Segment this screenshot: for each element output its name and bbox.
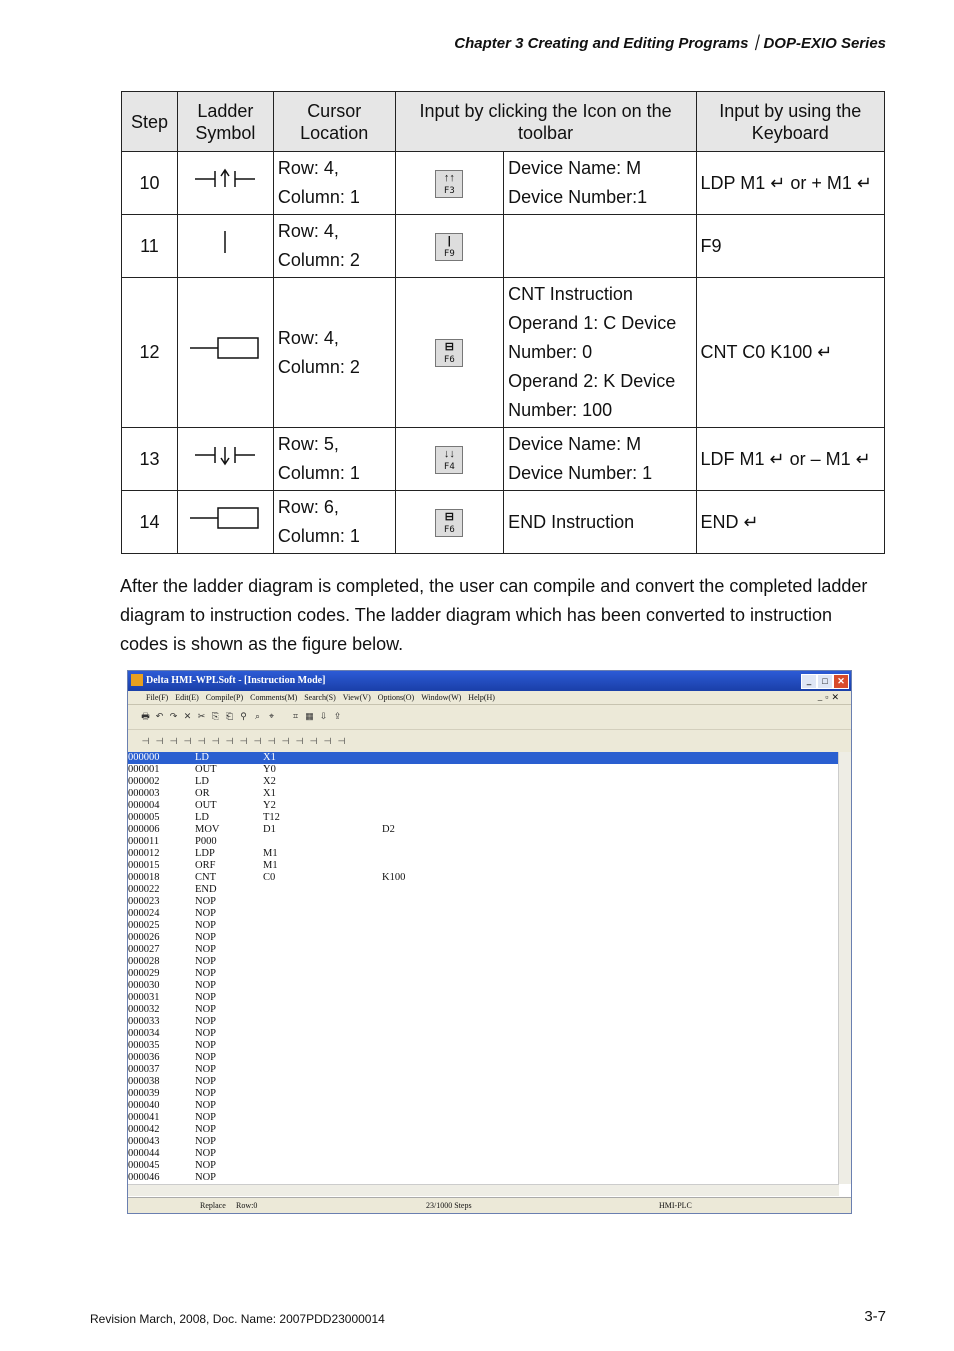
step-address: 000038 — [128, 1076, 160, 1087]
ladder-toolbar-icon[interactable]: ⊣ — [141, 736, 150, 746]
instruction: NOP — [195, 1172, 217, 1183]
instruction: NOP — [195, 1052, 217, 1063]
ladder-toolbar-icon[interactable]: ⊣ — [239, 736, 248, 746]
cursor-location-cell — [273, 215, 395, 278]
device-cell — [504, 491, 696, 554]
device-cell — [504, 428, 696, 491]
instruction: OUT — [195, 800, 217, 811]
ladder-symbol-falling-contact — [177, 428, 273, 491]
step-address: 000034 — [128, 1028, 160, 1039]
ladder-toolbar-icon[interactable]: ⊣ — [309, 736, 318, 746]
page-number: 3-7 — [864, 1308, 886, 1325]
step-address: 000036 — [128, 1052, 160, 1063]
instruction: OR — [195, 788, 210, 799]
menu-item[interactable]: Comments(M) — [250, 693, 298, 702]
toolbar-key-icon[interactable] — [435, 509, 463, 537]
device-line: Number: 100 — [508, 400, 613, 420]
instruction-row[interactable] — [128, 1052, 838, 1064]
cursor-location-cell — [273, 428, 395, 491]
instruction: NOP — [195, 896, 217, 907]
status-row: Row:0 — [236, 1201, 258, 1210]
instruction: NOP — [195, 980, 217, 991]
operand-1: D1 — [263, 824, 276, 835]
menu-item[interactable]: File(F) — [146, 693, 169, 702]
toolbar-icon[interactable]: ⚲ — [240, 711, 247, 721]
step-address: 000043 — [128, 1136, 160, 1147]
footer-revision: Revision March, 2008, Doc. Name: 2007PDD23000014 — [90, 1312, 385, 1326]
step-address: 000033 — [128, 1016, 160, 1027]
instruction-row[interactable] — [128, 980, 838, 992]
title-bar — [128, 671, 851, 691]
instruction-row[interactable] — [128, 968, 838, 980]
step-address: 000039 — [128, 1088, 160, 1099]
toolbar-icon[interactable]: ✕ — [183, 711, 192, 721]
toolbar-icon[interactable]: ⇪ — [333, 711, 342, 721]
instruction-row[interactable] — [128, 800, 838, 812]
menu-bar — [128, 691, 851, 705]
instruction: MOV — [195, 824, 220, 835]
menu-item[interactable]: View(V) — [342, 693, 371, 702]
step-address: 000030 — [128, 980, 160, 991]
instruction: LD — [195, 752, 209, 763]
step-address: 000006 — [128, 824, 160, 835]
instruction-row[interactable] — [128, 860, 838, 872]
cursor-location-line: Column: 1 — [277, 463, 360, 483]
cursor-location-line: Column: 1 — [277, 187, 360, 207]
instruction: LDP — [195, 848, 215, 859]
step-address: 000032 — [128, 1004, 160, 1015]
ladder-symbol-vertical-line — [177, 215, 273, 278]
cursor-location-cell — [273, 278, 395, 428]
instruction: NOP — [195, 1112, 217, 1123]
step-cell: 12 — [122, 278, 178, 428]
instruction: P000 — [195, 836, 217, 847]
ladder-toolbar-icon[interactable]: ⊣ — [225, 736, 234, 746]
instruction-row[interactable] — [128, 1112, 838, 1124]
instruction: NOP — [195, 944, 217, 955]
cursor-location-line: Column: 1 — [277, 526, 360, 546]
step-address: 000018 — [128, 872, 160, 883]
menu-item[interactable]: Options(O) — [377, 693, 415, 702]
instruction: ORF — [195, 860, 216, 871]
table-row — [122, 152, 885, 215]
step-address: 000029 — [128, 968, 160, 979]
instruction-row[interactable] — [128, 908, 838, 920]
device-line: Number: 0 — [508, 342, 593, 362]
ladder-toolbar-icon[interactable]: ⊣ — [183, 736, 192, 746]
instruction-row[interactable] — [128, 848, 838, 860]
step-address: 000040 — [128, 1100, 160, 1111]
ladder-toolbar-icon[interactable]: ⊣ — [155, 736, 164, 746]
device-cell — [504, 215, 696, 278]
keyboard-cell: LDF M1 ↵ or – M1 ↵ — [696, 428, 884, 491]
toolbar-icon[interactable]: ▦ — [305, 711, 314, 721]
icon-key-label: F4 — [443, 461, 455, 472]
instruction-row[interactable] — [128, 872, 838, 884]
toolbar-icon-cell — [395, 491, 504, 554]
icon-glyph: | — [447, 234, 451, 247]
col-keyboard-input: Input by using the Keyboard — [696, 92, 884, 152]
menu-item[interactable]: Edit(E) — [175, 693, 199, 702]
step-address: 000044 — [128, 1148, 160, 1159]
instruction-row[interactable] — [128, 776, 838, 788]
instruction-row[interactable] — [128, 956, 838, 968]
status-mode: Replace — [200, 1201, 226, 1210]
step-address: 000025 — [128, 920, 160, 931]
app-icon — [131, 674, 143, 686]
toolbar-key-icon[interactable] — [435, 233, 463, 261]
menu-item[interactable]: Compile(P) — [205, 693, 244, 702]
instruction: NOP — [195, 1100, 217, 1111]
table-row — [122, 491, 885, 554]
operand-1: M1 — [263, 848, 278, 859]
instruction-row[interactable] — [128, 1124, 838, 1136]
ladder-symbol-instruction-box — [177, 278, 273, 428]
instruction: NOP — [195, 1076, 217, 1087]
instruction: LD — [195, 812, 209, 823]
operand-1: T12 — [263, 812, 280, 823]
step-address: 000000 — [128, 752, 160, 763]
step-address: 000023 — [128, 896, 160, 907]
col-step: Step — [122, 92, 178, 152]
instruction-row[interactable] — [128, 884, 838, 896]
col-toolbar-input: Input by clicking the Icon on the toolbar — [395, 92, 696, 152]
keyboard-cell: LDP M1 ↵ or + M1 ↵ — [696, 152, 884, 215]
ladder-symbol-instruction-box — [177, 491, 273, 554]
description-paragraph: After the ladder diagram is completed, the user can compile and convert the completed ladder diagram to instruction codes. The ladder diagram which has been converted to instruction codes is shown as the figure below. — [120, 576, 868, 654]
step-address: 000003 — [128, 788, 160, 799]
operand-1: X1 — [263, 788, 276, 799]
toolbar-icon-cell — [395, 215, 504, 278]
operand-1: M1 — [263, 860, 278, 871]
ladder-toolbar-icon[interactable]: ⊣ — [337, 736, 346, 746]
device-line: CNT Instruction — [508, 284, 633, 304]
step-address: 000026 — [128, 932, 160, 943]
step-address: 000028 — [128, 956, 160, 967]
operand-1: C0 — [263, 872, 276, 883]
toolbar-icon[interactable]: ↶ — [155, 711, 164, 721]
instruction: NOP — [195, 1064, 217, 1075]
status-steps: 23/1000 Steps — [426, 1201, 472, 1210]
ladder-toolbar-icon[interactable]: ⊣ — [211, 736, 220, 746]
step-address: 000024 — [128, 908, 160, 919]
step-cell: 13 — [122, 428, 178, 491]
toolbar-key-icon[interactable] — [435, 446, 463, 474]
cursor-location-line: Column: 2 — [277, 250, 360, 270]
page-header: Chapter 3 Creating and Editing Programs｜DOP-EXIO Series — [454, 35, 886, 52]
table-row — [122, 215, 885, 278]
step-cell: 14 — [122, 491, 178, 554]
instruction-row[interactable] — [128, 1136, 838, 1148]
icon-glyph: ⊟ — [444, 341, 454, 354]
step-table — [121, 91, 885, 554]
instruction: NOP — [195, 908, 217, 919]
instruction-list[interactable] — [128, 752, 838, 1182]
cursor-location-line: Row: 6, — [277, 497, 339, 517]
instruction-row[interactable] — [128, 752, 838, 764]
step-address: 000046 — [128, 1172, 160, 1183]
table-row — [122, 278, 885, 428]
ladder-toolbar-icon[interactable]: ⊣ — [169, 736, 178, 746]
instruction: NOP — [195, 1016, 217, 1027]
step-address: 000022 — [128, 884, 160, 895]
toolbar-icon[interactable]: ⌗ — [292, 711, 299, 721]
toolbar-icon[interactable]: ⇩ — [319, 711, 328, 721]
toolbar-icon[interactable]: ⎗ — [225, 711, 234, 721]
instruction: NOP — [195, 1136, 217, 1147]
step-address: 000041 — [128, 1112, 160, 1123]
step-address: 000031 — [128, 992, 160, 1003]
step-address: 000002 — [128, 776, 160, 787]
icon-key-label: F6 — [443, 355, 455, 366]
instruction: NOP — [195, 1148, 217, 1159]
device-line: Device Name: M — [508, 434, 642, 454]
toolbar-icon-cell — [395, 428, 504, 491]
col-cursor-location: Cursor Location — [273, 92, 395, 152]
wplsoft-window — [127, 670, 852, 1214]
step-address: 000011 — [128, 836, 160, 847]
operand-1: X2 — [263, 776, 276, 787]
menu-item[interactable]: Help(H) — [468, 693, 495, 702]
toolbar-icon[interactable]: ↷ — [169, 711, 178, 721]
window-title: Delta HMI-WPLSoft - [Instruction Mode] — [146, 675, 326, 686]
device-line: Operand 2: K Device — [508, 371, 676, 391]
instruction-row[interactable] — [128, 1172, 838, 1184]
toolbar-icon[interactable]: ✂ — [197, 711, 206, 721]
icon-glyph: ↓↓ — [443, 447, 455, 460]
instruction: NOP — [195, 1088, 217, 1099]
instruction: CNT — [195, 872, 216, 883]
instruction: NOP — [195, 932, 217, 943]
device-line: Operand 1: C Device — [508, 313, 677, 333]
step-address: 000012 — [128, 848, 160, 859]
horizontal-scrollbar[interactable] — [128, 1184, 839, 1196]
step-address: 000027 — [128, 944, 160, 955]
toolbar-icon-cell — [395, 152, 504, 215]
instruction: NOP — [195, 1160, 217, 1171]
icon-key-label: F6 — [443, 524, 455, 535]
operand-2: K100 — [382, 872, 406, 883]
instruction: NOP — [195, 920, 217, 931]
ladder-toolbar-icon[interactable]: ⊣ — [281, 736, 290, 746]
device-cell — [504, 152, 696, 215]
instruction: NOP — [195, 968, 217, 979]
ladder-toolbar-icon[interactable]: ⊣ — [253, 736, 262, 746]
toolbar-key-icon[interactable] — [435, 339, 463, 367]
minimize-button[interactable]: _ — [801, 674, 817, 689]
instruction-row[interactable] — [128, 1076, 838, 1088]
keyboard-cell: F9 — [696, 215, 884, 278]
device-cell — [504, 278, 696, 428]
icon-key-label: F9 — [443, 248, 455, 259]
table-row — [122, 428, 885, 491]
ladder-toolbar-icon[interactable]: ⊣ — [197, 736, 206, 746]
vertical-scrollbar[interactable] — [838, 752, 851, 1184]
instruction: END — [195, 884, 217, 895]
cursor-location-line: Column: 2 — [277, 356, 360, 377]
keyboard-cell: CNT C0 K100 ↵ — [696, 278, 884, 428]
device-line: Device Name: M — [508, 158, 642, 178]
icon-glyph: ⊟ — [444, 510, 454, 523]
cursor-location-line: Row: 4, — [277, 221, 339, 241]
status-bar — [128, 1197, 851, 1213]
step-address: 000035 — [128, 1040, 160, 1051]
toolbar-key-icon[interactable] — [435, 170, 463, 198]
instruction: LD — [195, 776, 209, 787]
step-address: 000042 — [128, 1124, 160, 1135]
instruction: NOP — [195, 1040, 217, 1051]
col-ladder-symbol: Ladder Symbol — [177, 92, 273, 152]
instruction-row[interactable] — [128, 1016, 838, 1028]
keyboard-cell: END ↵ — [696, 491, 884, 554]
step-address: 000004 — [128, 800, 160, 811]
instruction-row[interactable] — [128, 992, 838, 1004]
instruction: NOP — [195, 1028, 217, 1039]
toolbar-main — [128, 705, 851, 730]
cursor-location-cell — [273, 491, 395, 554]
close-button[interactable]: ✕ — [833, 674, 849, 689]
icon-key-label: F3 — [443, 185, 455, 196]
ladder-symbol-rising-contact — [177, 152, 273, 215]
instruction-row[interactable] — [128, 812, 838, 824]
menu-item[interactable]: Search(S) — [304, 693, 336, 702]
instruction-row[interactable] — [128, 944, 838, 956]
toolbar-icon-cell — [395, 278, 504, 428]
maximize-button[interactable]: □ — [817, 674, 833, 689]
mdi-controls[interactable]: _▫✕ — [817, 692, 842, 702]
instruction-row[interactable] — [128, 932, 838, 944]
toolbar-icon[interactable]: ⎘ — [211, 711, 220, 721]
toolbar-icon[interactable]: ⌕ — [254, 711, 261, 721]
instruction-row[interactable] — [128, 1028, 838, 1040]
cursor-location-cell — [273, 152, 395, 215]
step-address: 000015 — [128, 860, 160, 871]
instruction-row[interactable] — [128, 920, 838, 932]
step-cell: 11 — [122, 215, 178, 278]
device-line: Device Number: 1 — [508, 463, 653, 483]
step-address: 000045 — [128, 1160, 160, 1171]
instruction-row[interactable] — [128, 1100, 838, 1112]
instruction-row[interactable] — [128, 836, 838, 848]
menu-item[interactable]: Window(W) — [421, 693, 462, 702]
device-line: Device Number:1 — [508, 187, 648, 207]
instruction-row[interactable] — [128, 896, 838, 908]
ladder-toolbar-icon[interactable]: ⊣ — [295, 736, 304, 746]
instruction: NOP — [195, 1124, 217, 1135]
step-address: 000037 — [128, 1064, 160, 1075]
ladder-toolbar-icon[interactable]: ⊣ — [267, 736, 276, 746]
icon-glyph: ↑↑ — [443, 171, 455, 184]
instruction: NOP — [195, 1004, 217, 1015]
cursor-location-line: Row: 4, — [277, 327, 339, 348]
instruction-row[interactable] — [128, 764, 838, 776]
step-cell: 10 — [122, 152, 178, 215]
operand-2: D2 — [382, 824, 395, 835]
status-target: HMI-PLC — [659, 1201, 692, 1210]
step-address: 000001 — [128, 764, 160, 775]
instruction-row[interactable] — [128, 1148, 838, 1160]
instruction-row[interactable] — [128, 1040, 838, 1052]
operand-1: Y2 — [263, 800, 276, 811]
cursor-location-line: Row: 5, — [277, 434, 339, 454]
instruction-row[interactable] — [128, 1064, 838, 1076]
instruction-row[interactable] — [128, 788, 838, 800]
step-address: 000005 — [128, 812, 160, 823]
instruction: NOP — [195, 992, 217, 1003]
instruction-row[interactable] — [128, 1088, 838, 1100]
ladder-toolbar-icon[interactable]: ⊣ — [323, 736, 332, 746]
instruction: OUT — [195, 764, 217, 775]
instruction-row[interactable] — [128, 1004, 838, 1016]
instruction-row[interactable] — [128, 1160, 838, 1172]
operand-1: X1 — [263, 752, 276, 763]
toolbar-icon[interactable]: ⌖ — [268, 711, 275, 721]
operand-1: Y0 — [263, 764, 276, 775]
instruction-row[interactable] — [128, 824, 838, 836]
toolbar-icon[interactable]: 🖶 — [141, 711, 150, 721]
instruction: NOP — [195, 956, 217, 967]
cursor-location-line: Row: 4, — [277, 158, 339, 178]
device-line: END Instruction — [508, 511, 635, 532]
